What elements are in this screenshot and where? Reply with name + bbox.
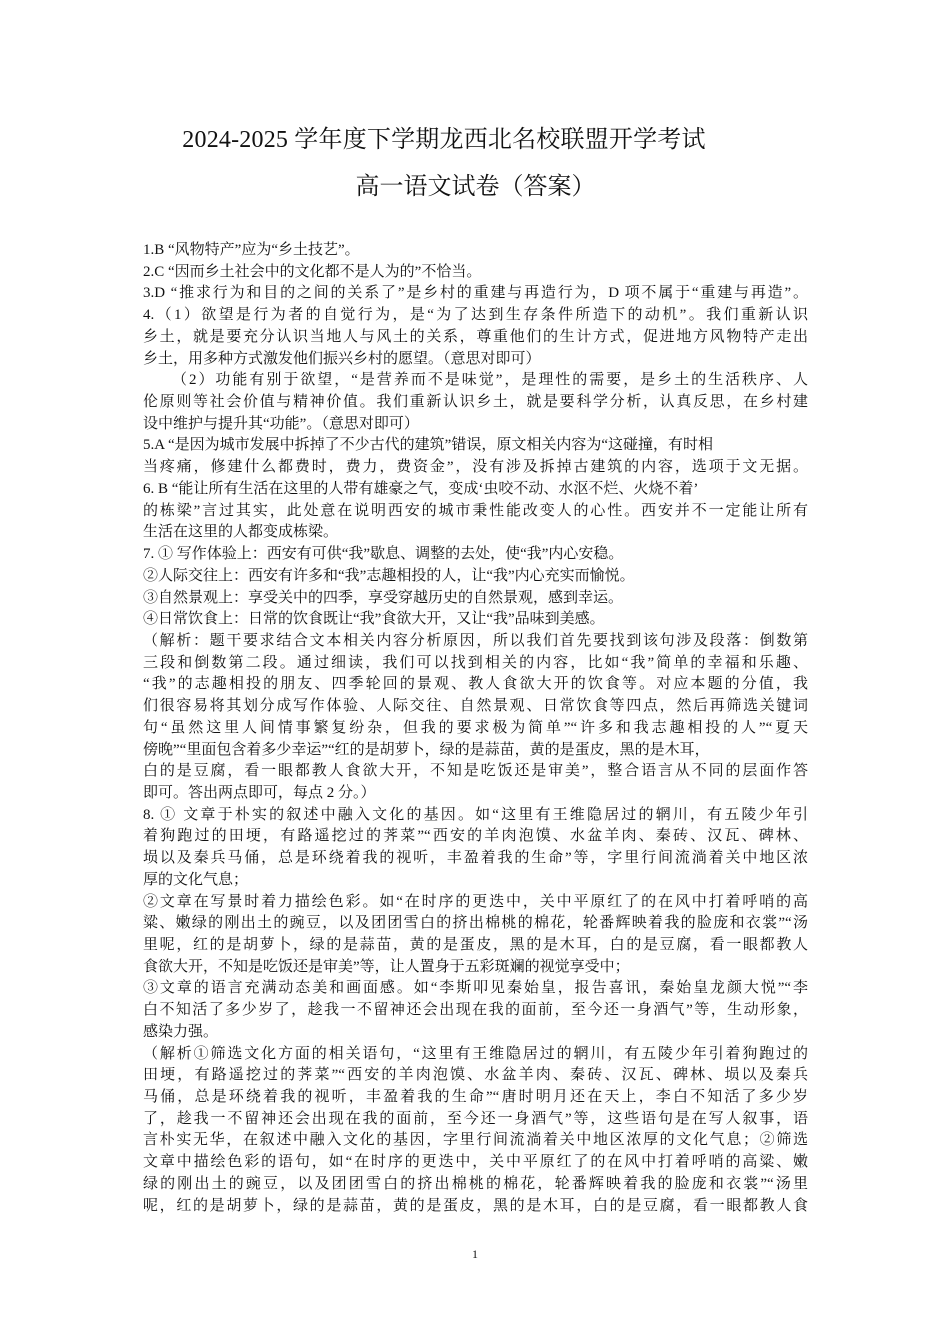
answer-line: 田埂，有路遥挖过的荠菜”“西安的羊肉泡馍、水盆羊肉、秦砖、汉瓦、碑林、埙以及秦兵 xyxy=(143,1067,808,1084)
answer-line: ②文章在写景时着力描绘色彩。如“在时序的更迭中，关中平原红了的在风中打着呼哨的高 xyxy=(143,893,808,910)
answer-line: 三段和倒数第二段。通过细读，我们可以找到相关的内容，比如“我”简单的幸福和乐趣、 xyxy=(143,654,808,671)
answer-line: （解析：题干要求结合文本相关内容分析原因，所以我们首先要找到该句涉及段落：倒数第 xyxy=(143,632,808,649)
answer-line: 了，趁我一不留神还会出现在我的面前，至今还一身酒气”等，这些语句是在写人叙事，语 xyxy=(143,1110,808,1127)
answer-line: 5.A “是因为城市发展中拆掉了不少古代的建筑”错误，原文相关内容为“这碰撞，有时相 xyxy=(143,437,713,454)
exam-subtitle: 高一语文试卷（答案） xyxy=(355,174,596,200)
answer-line: 感染力强。 xyxy=(143,1023,219,1040)
answer-line: 即可。答出两点即可，每点 2 分。） xyxy=(143,784,376,801)
answer-line: 食欲大开，不知是吃饭还是审美”等，让人置身于五彩斑斓的视觉享受中； xyxy=(143,958,630,975)
answer-line: 绿的刚出土的豌豆，以及团团雪白的挤出棉桃的棉花，轮番辉映着我的脸庞和衣裳”“汤里 xyxy=(143,1175,808,1192)
page-number: 1 xyxy=(472,1247,478,1261)
answer-line: 白的是豆腐，看一眼都教人食欲大开，不知是吃饭还是审美”，整合语言从不同的层面作答 xyxy=(143,763,808,780)
answer-line: 乡土，就是要充分认识当地人与风土的关系，尊重他们的生计方式，促进地方风物特产走出 xyxy=(143,328,808,345)
answer-line: （2）功能有别于欲望，“是营养而不是味觉”，是理性的需要，是乡土的生活秩序、人 xyxy=(172,372,808,389)
answer-line: 白不知活了多少岁了，趁我一不留神还会出现在我的面前，至今还一身酒气”等，生动形象， xyxy=(143,1002,808,1019)
answer-line: 句“虽然这里人间情事繁复纷杂，但我的要求极为简单”“许多和我志趣相投的人”“夏天 xyxy=(143,719,808,736)
answer-line: 粱、嫩绿的刚出土的豌豆，以及团团雪白的挤出棉桃的棉花，轮番辉映着我的脸庞和衣裳”“汤 xyxy=(143,915,808,932)
answer-line: 伦原则等社会价值与精神价值。我们重新认识乡土，就是要科学分析，认真反思，在乡村建 xyxy=(143,394,808,411)
answer-line: 呢，红的是胡萝卜，绿的是蒜苗，黄的是蛋皮，黑的是木耳，白的是豆腐，看一眼都教人食 xyxy=(143,1197,808,1214)
answer-line: ④日常饮食上：日常的饮食既让“我”食欲大开，又让“我”品味到美感。 xyxy=(143,611,605,628)
answer-line: 着狗跑过的田埂，有路遥挖过的荠菜”“西安的羊肉泡馍、水盆羊肉、秦砖、汉瓦、碑林、 xyxy=(143,828,808,845)
answer-line: 埙以及秦兵马俑，总是环绕着我的视听，丰盈着我的生命”等，字里行间流淌着关中地区浓 xyxy=(143,850,808,867)
answer-line: ②人际交往上：西安有许多和“我”志趣相投的人，让“我”内心充实而愉悦。 xyxy=(143,567,635,584)
answer-line: 里呢，红的是胡萝卜，绿的是蒜苗，黄的是蛋皮，黑的是木耳，白的是豆腐，看一眼都教人 xyxy=(143,937,808,953)
answer-line: 言朴实无华，在叙述中融入文化的基因，字里行间流淌着关中地区浓厚的文化气息；②筛选 xyxy=(143,1132,808,1149)
answer-line: 1.B “风物特产”应为“乡土技艺”。 xyxy=(143,242,360,258)
answer-line: 3.D “推求行为和目的之间的关系了”是乡村的重建与再造行为，D 项不属于“重建与再造”。 xyxy=(143,285,808,302)
answer-line: 6. B “能让所有生活在这里的人带有雄豪之气，变成‘虫咬不动、水沤不烂、火烧不着’ xyxy=(143,480,699,497)
answer-line: 7. ① 写作体验上：西安有可供“我”歇息、调整的去处，使“我”内心安稳。 xyxy=(143,546,624,563)
answer-line: 们很容易将其划分成写作体验、人际交往、自然景观、日常饮食等四点，然后再筛选关键词 xyxy=(143,698,808,715)
answer-body xyxy=(143,240,808,1217)
answer-line: 4.（1）欲望是行为者的自觉行为，是“为了达到生存条件所造下的动机”。我们重新认识 xyxy=(143,307,808,324)
answer-line: 生活在这里的人都变成栋梁。 xyxy=(143,524,339,541)
answer-line: ③文章的语言充满动态美和画面感。如“李斯叩见秦始皇，报告喜讯，秦始皇龙颜大悦”“李 xyxy=(143,980,808,997)
answer-line: 当疼痛，修建什么都费时，费力，费资金”，没有涉及拆掉古建筑的内容，选项于文无据。 xyxy=(143,459,808,476)
answer-line: （解析①筛选文化方面的相关语句，“这里有王维隐居过的辋川，有五陵少年引着狗跑过的 xyxy=(143,1045,808,1062)
answer-line: 的栋梁”言过其实，此处意在说明西安的城市秉性能改变人的心性。西安并不一定能让所有 xyxy=(143,502,808,519)
answer-line: 乡土，用多种方式激发他们振兴乡村的愿望。（意思对即可） xyxy=(143,350,541,367)
answer-line: 文章中描绘色彩的语句，如“在时序的更迭中，关中平原红了的在风中打着呼哨的高粱、嫩 xyxy=(143,1154,808,1171)
answer-line: ③自然景观上：享受关中的四季，享受穿越历史的自然景观，感到幸运。 xyxy=(143,589,624,606)
answer-line: 设中维护与提升其“功能”。（意思对即可） xyxy=(143,415,419,432)
answer-line: 8. ① 文章于朴实的叙述中融入文化的基因。如“这里有王维隐居过的辋川，有五陵少年引 xyxy=(143,806,808,823)
exam-title: 2024-2025 学年度下学期龙西北名校联盟开学考试 xyxy=(182,127,706,153)
answer-line: “我”的志趣相投的朋友、四季轮回的景观、教人食欲大开的饮食等。对应本题的分值，我 xyxy=(143,676,808,693)
answer-line: 傍晚”“里面包含着多少幸运”“红的是胡萝卜，绿的是蒜苗，黄的是蛋皮，黑的是木耳， xyxy=(143,741,710,758)
answer-line: 厚的文化气息； xyxy=(143,871,249,888)
answer-line: 2.C “因而乡土社会中的文化都不是人为的”不恰当。 xyxy=(143,263,482,280)
answer-line: 马俑，总是环绕着我的视听，丰盈着我的生命”“唐时明月还在天上，李白不知活了多少岁 xyxy=(143,1089,808,1106)
